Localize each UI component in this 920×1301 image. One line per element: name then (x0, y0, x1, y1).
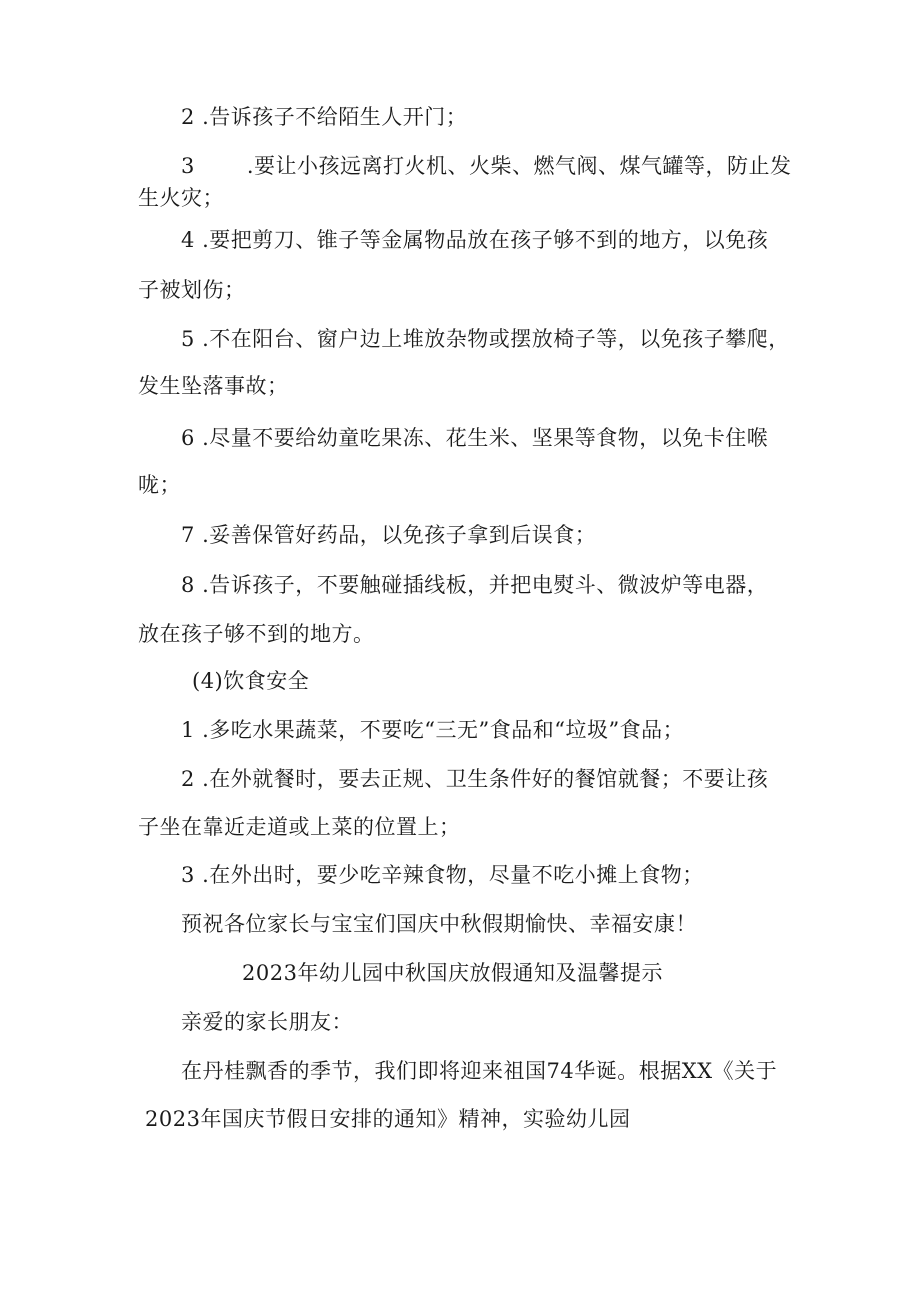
item-number: 7 (181, 523, 195, 547)
notice-body-line-1 (181, 1057, 777, 1085)
item-text: .多吃水果蔬菜，不要吃“三无”食品和“垃圾”食品； (202, 718, 685, 742)
safety-item-5-cont (138, 372, 289, 400)
item-number: 6 (181, 426, 195, 450)
item-number: 2 (181, 105, 195, 129)
item-text: 放在孩子够不到的地方。 (138, 622, 375, 646)
item-number: 3 (181, 154, 195, 178)
item-text: 子坐在靠近走道或上菜的位置上； (138, 815, 461, 839)
item-text: .在外出时，要少吃辛辣食物，尽量不吃小摊上食物； (202, 863, 704, 887)
item-number: 1 (181, 718, 195, 742)
safety-item-7 (181, 521, 596, 549)
item-text: .要让小孩远离打火机、火柴、燃气阀、煤气罐等，防止发 (246, 154, 792, 178)
item-number: 4 (181, 228, 195, 252)
safety-item-4 (181, 226, 768, 254)
safety-item-6-cont (138, 471, 181, 499)
section-heading-food-safety (192, 667, 309, 695)
safety-item-6 (181, 424, 768, 452)
item-number: 5 (181, 327, 195, 351)
safety-item-8-cont (138, 620, 375, 648)
item-text: 生火灾； (138, 186, 224, 210)
item-text: .告诉孩子不给陌生人开门； (202, 105, 468, 129)
item-number: 2 (181, 767, 195, 791)
item-text: 咙； (138, 473, 181, 497)
notice-title-text: 2023年幼儿园中秋国庆放假通知及温馨提示 (242, 961, 663, 985)
food-item-3 (181, 861, 704, 889)
safety-item-3 (181, 152, 792, 180)
item-text: .妥善保管好药品，以免孩子拿到后误食； (202, 523, 597, 547)
food-item-2-cont (138, 813, 461, 841)
item-text: 发生坠落事故； (138, 374, 289, 398)
item-text: .告诉孩子，不要触碰插线板，并把电熨斗、微波炉等电器， (202, 573, 769, 597)
item-number: 3 (181, 863, 195, 887)
salutation-text: 亲爱的家长朋友： (181, 1010, 353, 1034)
closing-wish-text: 预祝各位家长与宝宝们国庆中秋假期愉快、幸福安康！ (181, 912, 697, 936)
safety-item-2 (181, 103, 467, 131)
food-item-2 (181, 765, 768, 793)
section-heading-text: (4)饮食安全 (192, 669, 310, 693)
item-text: 子被划伤； (138, 278, 246, 302)
item-number: 8 (181, 573, 195, 597)
salutation (181, 1008, 353, 1036)
body-text: 在丹桂飘香的季节，我们即将迎来祖国74华诞。根据XX《关于 (181, 1059, 778, 1083)
safety-item-5 (181, 325, 790, 353)
notice-body-line-2 (145, 1105, 630, 1133)
notice-title (242, 959, 663, 987)
item-text: .尽量不要给幼童吃果冻、花生米、坚果等食物，以免卡住喉 (202, 426, 769, 450)
safety-item-3-cont (138, 184, 224, 212)
food-item-1 (181, 716, 684, 744)
item-text: .要把剪刀、锥子等金属物品放在孩子够不到的地方，以免孩 (202, 228, 769, 252)
safety-item-4-cont (138, 276, 246, 304)
item-text: .在外就餐时，要去正规、卫生条件好的餐馆就餐；不要让孩 (202, 767, 769, 791)
item-text: .不在阳台、窗户边上堆放杂物或摆放椅子等，以免孩子攀爬， (202, 327, 790, 351)
closing-wish (181, 910, 697, 938)
body-text: 2023年国庆节假日安排的通知》精神，实验幼儿园 (145, 1107, 631, 1131)
safety-item-8 (181, 571, 768, 599)
